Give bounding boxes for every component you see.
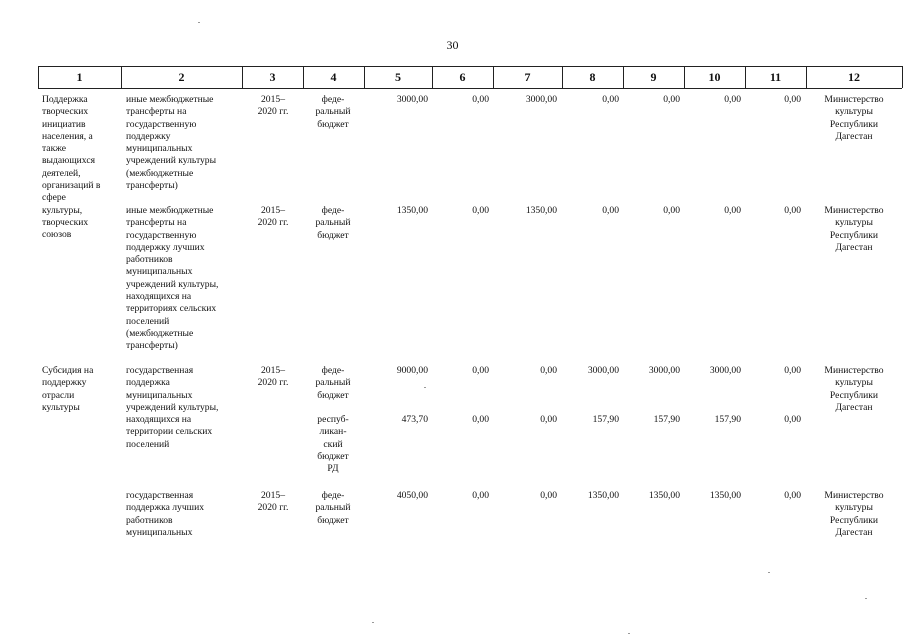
column-header-4: 4 — [330, 70, 337, 84]
row-value-11: 0,00 — [784, 414, 801, 425]
column-header-9: 9 — [650, 70, 657, 84]
row-value-7: 1350,00 — [525, 205, 557, 216]
row-value-5: 9000,00 — [396, 365, 428, 376]
row-value-10: 157,90 — [714, 414, 741, 425]
row-value-9: 0,00 — [663, 94, 680, 105]
row-value-5: 1350,00 — [396, 205, 428, 216]
header-bottom-border — [38, 88, 902, 89]
column-header-7: 7 — [524, 70, 531, 84]
row-value-11: 0,00 — [784, 365, 801, 376]
row-value-5: 3000,00 — [396, 94, 428, 105]
row-period: 2015– 2020 гг. — [257, 365, 289, 389]
column-header-12: 12 — [848, 70, 860, 84]
row-description: государственная поддержка муниципальных учреждений культуры, находящихся на территории сельских поселений — [126, 365, 219, 450]
row-value-9: 157,90 — [653, 414, 680, 425]
row-value-8: 0,00 — [602, 94, 619, 105]
scan-speck — [628, 633, 630, 634]
row-period: 2015– 2020 гг. — [257, 490, 289, 514]
row-value-11: 0,00 — [784, 94, 801, 105]
row-period: 2015– 2020 гг. — [257, 94, 289, 118]
row-value-5: 4050,00 — [396, 490, 428, 501]
row-funding-source: феде- ральный бюджет — [315, 365, 351, 401]
row-value-6: 0,00 — [472, 414, 489, 425]
column-header-1: 1 — [76, 70, 83, 84]
row-executor: Министерство культуры Республики Дагестан — [824, 94, 884, 142]
row-value-10: 0,00 — [724, 205, 741, 216]
row-value-5: 473,70 — [401, 414, 428, 425]
row-funding-source: феде- ральный бюджет — [315, 94, 351, 130]
scan-speck — [372, 622, 374, 623]
column-header-10: 10 — [708, 70, 721, 84]
column-header-8: 8 — [589, 70, 596, 84]
row-funding-source: респуб- ликан- ский бюджет РД — [317, 414, 349, 475]
row-description: иные межбюджетные трансферты на государственную поддержку муниципальных учреждений культуры (межбюджетные трансферты) — [126, 94, 217, 192]
row-value-7: 0,00 — [540, 365, 557, 376]
row-executor: Министерство культуры Республики Дагестан — [824, 365, 884, 413]
activity-name: Поддержка творческих инициатив населения, а также выдающихся деятелей, организаций в сфере культуры, творческих союзов — [42, 94, 101, 241]
row-executor: Министерство культуры Республики Дагестан — [824, 205, 884, 253]
header-divider — [902, 66, 903, 88]
row-value-6: 0,00 — [472, 94, 489, 105]
page-number: 30 — [446, 38, 459, 52]
column-header-6: 6 — [459, 70, 466, 84]
scan-speck — [424, 387, 426, 388]
row-executor: Министерство культуры Республики Дагестан — [824, 490, 884, 538]
column-header-3: 3 — [269, 70, 276, 84]
row-value-8: 0,00 — [602, 205, 619, 216]
row-value-10: 1350,00 — [709, 490, 741, 501]
row-value-9: 1350,00 — [648, 490, 680, 501]
row-description: государственная поддержка лучших работников муниципальных — [126, 490, 205, 538]
row-value-9: 3000,00 — [648, 365, 680, 376]
row-funding-source: феде- ральный бюджет — [315, 205, 351, 241]
row-value-6: 0,00 — [472, 205, 489, 216]
column-header-5: 5 — [395, 70, 401, 84]
row-funding-source: феде- ральный бюджет — [315, 490, 351, 526]
row-value-9: 0,00 — [663, 205, 680, 216]
activity-name: Субсидия на поддержку отрасли культуры — [42, 365, 94, 413]
row-description: иные межбюджетные трансферты на государственную поддержку лучших работников муниципальных учреждений культуры, находящихся на территориях сельских поселений (межбюджетные трансферты) — [126, 205, 219, 352]
row-value-7: 0,00 — [540, 414, 557, 425]
scan-speck — [198, 22, 200, 23]
scan-speck — [865, 598, 867, 599]
row-value-11: 0,00 — [784, 490, 801, 501]
row-value-8: 1350,00 — [587, 490, 619, 501]
row-value-6: 0,00 — [472, 365, 489, 376]
row-value-7: 0,00 — [540, 490, 557, 501]
header-top-border — [38, 66, 902, 67]
row-period: 2015– 2020 гг. — [257, 205, 289, 229]
scan-speck — [768, 572, 770, 573]
row-value-11: 0,00 — [784, 205, 801, 216]
row-value-10: 0,00 — [724, 94, 741, 105]
row-value-8: 157,90 — [592, 414, 619, 425]
row-value-7: 3000,00 — [525, 94, 557, 105]
row-value-10: 3000,00 — [709, 365, 741, 376]
column-header-11: 11 — [769, 70, 782, 84]
row-value-8: 3000,00 — [587, 365, 619, 376]
row-value-6: 0,00 — [472, 490, 489, 501]
column-header-2: 2 — [178, 70, 185, 84]
